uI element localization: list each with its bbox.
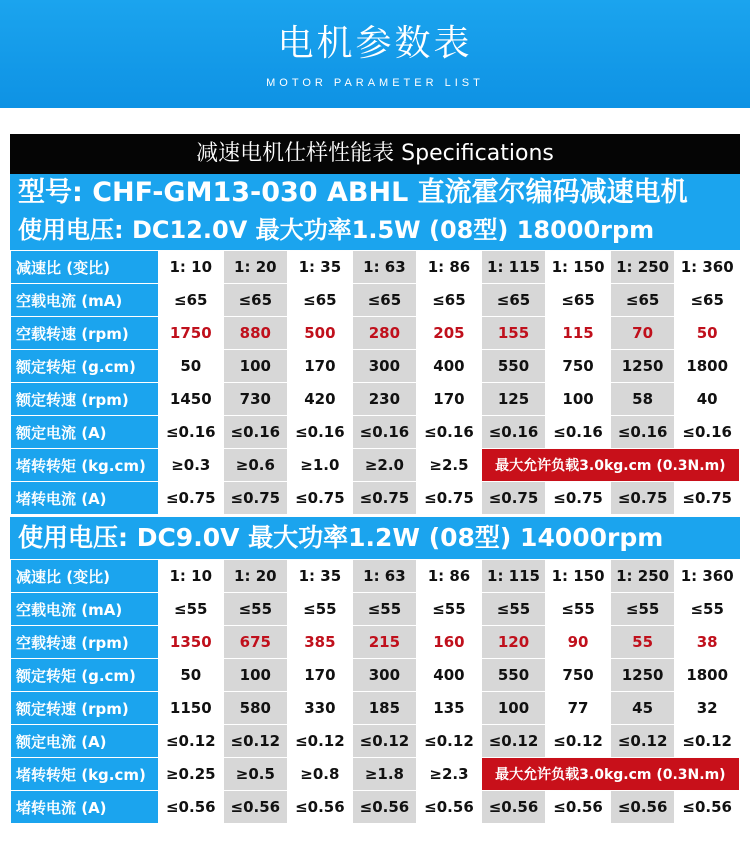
table-cell: 170 — [288, 350, 353, 383]
table-cell: 170 — [417, 383, 482, 416]
model-block — [10, 174, 740, 250]
table-cell: ≤55 — [288, 593, 353, 626]
table-row — [11, 284, 740, 317]
table-cell: ≥0.3 — [159, 449, 224, 482]
table-row — [11, 251, 740, 284]
table-row — [11, 350, 740, 383]
table-cell: 215 — [352, 626, 417, 659]
row-label: 空载电流 (mA) — [11, 593, 159, 626]
table-row — [11, 560, 740, 593]
table-cell: ≤55 — [223, 593, 288, 626]
table-cell: 70 — [610, 317, 675, 350]
table-cell: 170 — [288, 659, 353, 692]
table-cell: 1: 250 — [610, 251, 675, 284]
table-cell: ≤0.75 — [159, 482, 224, 515]
row-label: 堵转转矩 (kg.cm) — [11, 449, 159, 482]
table-cell: ≤55 — [417, 593, 482, 626]
table-cell: ≤65 — [288, 284, 353, 317]
table-row — [11, 317, 740, 350]
table-cell: 100 — [223, 659, 288, 692]
table-cell: ≤0.56 — [223, 791, 288, 824]
table-row — [11, 449, 740, 482]
table-cell: ≤55 — [546, 593, 611, 626]
table-cell: ≤0.16 — [352, 416, 417, 449]
table-cell: ≤0.56 — [352, 791, 417, 824]
table-cell: 1: 360 — [675, 560, 740, 593]
table-cell: ≤0.75 — [352, 482, 417, 515]
table-cell: ≤0.75 — [417, 482, 482, 515]
table-cell: 135 — [417, 692, 482, 725]
table-cell: ≤0.75 — [546, 482, 611, 515]
row-label: 堵转电流 (A) — [11, 482, 159, 515]
table-cell: ≤0.16 — [288, 416, 353, 449]
table-cell: 750 — [546, 659, 611, 692]
table-cell: ≤0.16 — [481, 416, 546, 449]
table-row — [11, 791, 740, 824]
table-cell: 50 — [159, 659, 224, 692]
table-row — [11, 383, 740, 416]
table-cell: 100 — [223, 350, 288, 383]
table-cell: ≤0.75 — [675, 482, 740, 515]
table-cell: 125 — [481, 383, 546, 416]
table-cell: ≤55 — [352, 593, 417, 626]
page-subtitle: MOTOR PARAMETER LIST — [266, 77, 484, 89]
table-cell: 1: 10 — [159, 560, 224, 593]
table-cell: 675 — [223, 626, 288, 659]
table-row — [11, 626, 740, 659]
row-label: 空载转速 (rpm) — [11, 317, 159, 350]
table-cell: ≤0.56 — [546, 791, 611, 824]
table-cell: 750 — [546, 350, 611, 383]
table-cell: 100 — [546, 383, 611, 416]
table-cell: 1: 115 — [481, 560, 546, 593]
table-cell: 1350 — [159, 626, 224, 659]
table-cell: ≥1.8 — [352, 758, 417, 791]
table-row — [11, 659, 740, 692]
table-cell: ≤65 — [481, 284, 546, 317]
table-cell: ≤55 — [481, 593, 546, 626]
max-load-note: 最大允许负载3.0kg.cm (0.3N.m) — [481, 758, 739, 791]
row-label: 额定转速 (rpm) — [11, 383, 159, 416]
table-cell: ≤0.75 — [223, 482, 288, 515]
table-row — [11, 416, 740, 449]
table-cell: 280 — [352, 317, 417, 350]
row-label: 堵转电流 (A) — [11, 791, 159, 824]
table-cell: ≤65 — [675, 284, 740, 317]
table-cell: 880 — [223, 317, 288, 350]
table-cell: ≤0.56 — [481, 791, 546, 824]
table-row — [11, 758, 740, 791]
table-cell: 1750 — [159, 317, 224, 350]
table-cell: ≤0.56 — [610, 791, 675, 824]
table-cell: 120 — [481, 626, 546, 659]
table-cell: ≤0.16 — [610, 416, 675, 449]
spec-table-9v — [10, 559, 740, 824]
table-cell: 185 — [352, 692, 417, 725]
table-cell: ≥0.25 — [159, 758, 224, 791]
table-cell: 1250 — [610, 659, 675, 692]
table-cell: ≤0.75 — [610, 482, 675, 515]
table-cell: 1450 — [159, 383, 224, 416]
table-cell: 385 — [288, 626, 353, 659]
table-cell: 300 — [352, 350, 417, 383]
table-cell: 1150 — [159, 692, 224, 725]
table-cell: ≤0.12 — [481, 725, 546, 758]
table-cell: ≤0.56 — [288, 791, 353, 824]
table-cell: ≤55 — [159, 593, 224, 626]
table-cell: 230 — [352, 383, 417, 416]
table-cell: ≤0.12 — [546, 725, 611, 758]
spec-table-12v — [10, 250, 740, 515]
model-line: 型号: CHF-GM13-030 ABHL 直流霍尔编码减速电机 — [18, 177, 688, 208]
table-cell: ≤65 — [610, 284, 675, 317]
table-cell: ≤0.75 — [481, 482, 546, 515]
table-cell: ≤0.56 — [159, 791, 224, 824]
table-cell: 50 — [159, 350, 224, 383]
voltage-line-12v: 使用电压: DC12.0V 最大功率1.5W (08型) 18000rpm — [18, 216, 655, 244]
table-cell: 1: 63 — [352, 251, 417, 284]
page-title: 电机参数表 — [277, 23, 473, 64]
row-label: 额定电流 (A) — [11, 725, 159, 758]
table-cell: 1: 86 — [417, 251, 482, 284]
parameter-sheet — [10, 134, 740, 824]
table-cell: ≤0.56 — [675, 791, 740, 824]
table-cell: ≤55 — [675, 593, 740, 626]
table-cell: 100 — [481, 692, 546, 725]
table-cell: ≤0.12 — [610, 725, 675, 758]
table-cell: 1800 — [675, 659, 740, 692]
row-label: 空载电流 (mA) — [11, 284, 159, 317]
table-cell: ≤0.12 — [675, 725, 740, 758]
table-cell: ≤0.16 — [223, 416, 288, 449]
table-cell: 38 — [675, 626, 740, 659]
table-cell: 155 — [481, 317, 546, 350]
table-cell: 1: 10 — [159, 251, 224, 284]
table-cell: 730 — [223, 383, 288, 416]
table-cell: 550 — [481, 350, 546, 383]
voltage-line-9v: 使用电压: DC9.0V 最大功率1.2W (08型) 14000rpm — [10, 517, 740, 559]
table-cell: 1: 250 — [610, 560, 675, 593]
table-cell: ≥2.3 — [417, 758, 482, 791]
table-cell: ≥0.5 — [223, 758, 288, 791]
max-load-note: 最大允许负载3.0kg.cm (0.3N.m) — [481, 449, 739, 482]
table-cell: ≤65 — [417, 284, 482, 317]
table-cell: ≤0.16 — [159, 416, 224, 449]
table-cell: ≤0.12 — [352, 725, 417, 758]
table-cell: 160 — [417, 626, 482, 659]
row-label: 减速比 (变比) — [11, 251, 159, 284]
table-cell: ≥0.8 — [288, 758, 353, 791]
table-cell: 55 — [610, 626, 675, 659]
table-cell: 115 — [546, 317, 611, 350]
row-label: 减速比 (变比) — [11, 560, 159, 593]
table-cell: 500 — [288, 317, 353, 350]
table-cell: 77 — [546, 692, 611, 725]
table-cell: 1: 115 — [481, 251, 546, 284]
table-cell: 32 — [675, 692, 740, 725]
table-cell: 580 — [223, 692, 288, 725]
table-cell: ≤0.12 — [417, 725, 482, 758]
table-cell: 400 — [417, 659, 482, 692]
table-cell: 1: 35 — [288, 560, 353, 593]
row-label: 额定转速 (rpm) — [11, 692, 159, 725]
table-cell: 58 — [610, 383, 675, 416]
table-cell: 1: 20 — [223, 251, 288, 284]
table-cell: ≤0.16 — [675, 416, 740, 449]
row-label: 额定转矩 (g.cm) — [11, 350, 159, 383]
table-cell: 400 — [417, 350, 482, 383]
table-cell: 420 — [288, 383, 353, 416]
table-cell: 1250 — [610, 350, 675, 383]
row-label: 额定电流 (A) — [11, 416, 159, 449]
table-cell: ≤0.12 — [288, 725, 353, 758]
table-cell: 1: 63 — [352, 560, 417, 593]
table-cell: ≤0.12 — [159, 725, 224, 758]
table-cell: ≤0.75 — [288, 482, 353, 515]
table-cell: ≥2.0 — [352, 449, 417, 482]
table-cell: ≤0.16 — [417, 416, 482, 449]
table-cell: 1: 150 — [546, 560, 611, 593]
table-row — [11, 725, 740, 758]
table-cell: ≤65 — [546, 284, 611, 317]
table-cell: ≤0.56 — [417, 791, 482, 824]
table-cell: ≤0.16 — [546, 416, 611, 449]
table-cell: ≥2.5 — [417, 449, 482, 482]
table-cell: 550 — [481, 659, 546, 692]
table-cell: 45 — [610, 692, 675, 725]
row-label: 堵转转矩 (kg.cm) — [11, 758, 159, 791]
table-cell: 90 — [546, 626, 611, 659]
table-cell: ≥1.0 — [288, 449, 353, 482]
table-cell: 40 — [675, 383, 740, 416]
table-cell: ≤65 — [352, 284, 417, 317]
table-cell: ≤0.12 — [223, 725, 288, 758]
table-cell: 330 — [288, 692, 353, 725]
table-cell: 1: 360 — [675, 251, 740, 284]
table-row — [11, 593, 740, 626]
table-cell: 1800 — [675, 350, 740, 383]
table-cell: 300 — [352, 659, 417, 692]
table-cell: ≤65 — [159, 284, 224, 317]
table-cell: ≤55 — [610, 593, 675, 626]
table-cell: ≤65 — [223, 284, 288, 317]
table-cell: 1: 86 — [417, 560, 482, 593]
title-banner — [0, 0, 750, 108]
table-cell: 50 — [675, 317, 740, 350]
table-cell: ≥0.6 — [223, 449, 288, 482]
table-row — [11, 692, 740, 725]
table-cell: 205 — [417, 317, 482, 350]
table-cell: 1: 35 — [288, 251, 353, 284]
row-label: 空载转速 (rpm) — [11, 626, 159, 659]
table-cell: 1: 150 — [546, 251, 611, 284]
row-label: 额定转矩 (g.cm) — [11, 659, 159, 692]
table-cell: 1: 20 — [223, 560, 288, 593]
table-row — [11, 482, 740, 515]
spec-header: 减速电机仕样性能表 Specifications — [10, 134, 740, 174]
